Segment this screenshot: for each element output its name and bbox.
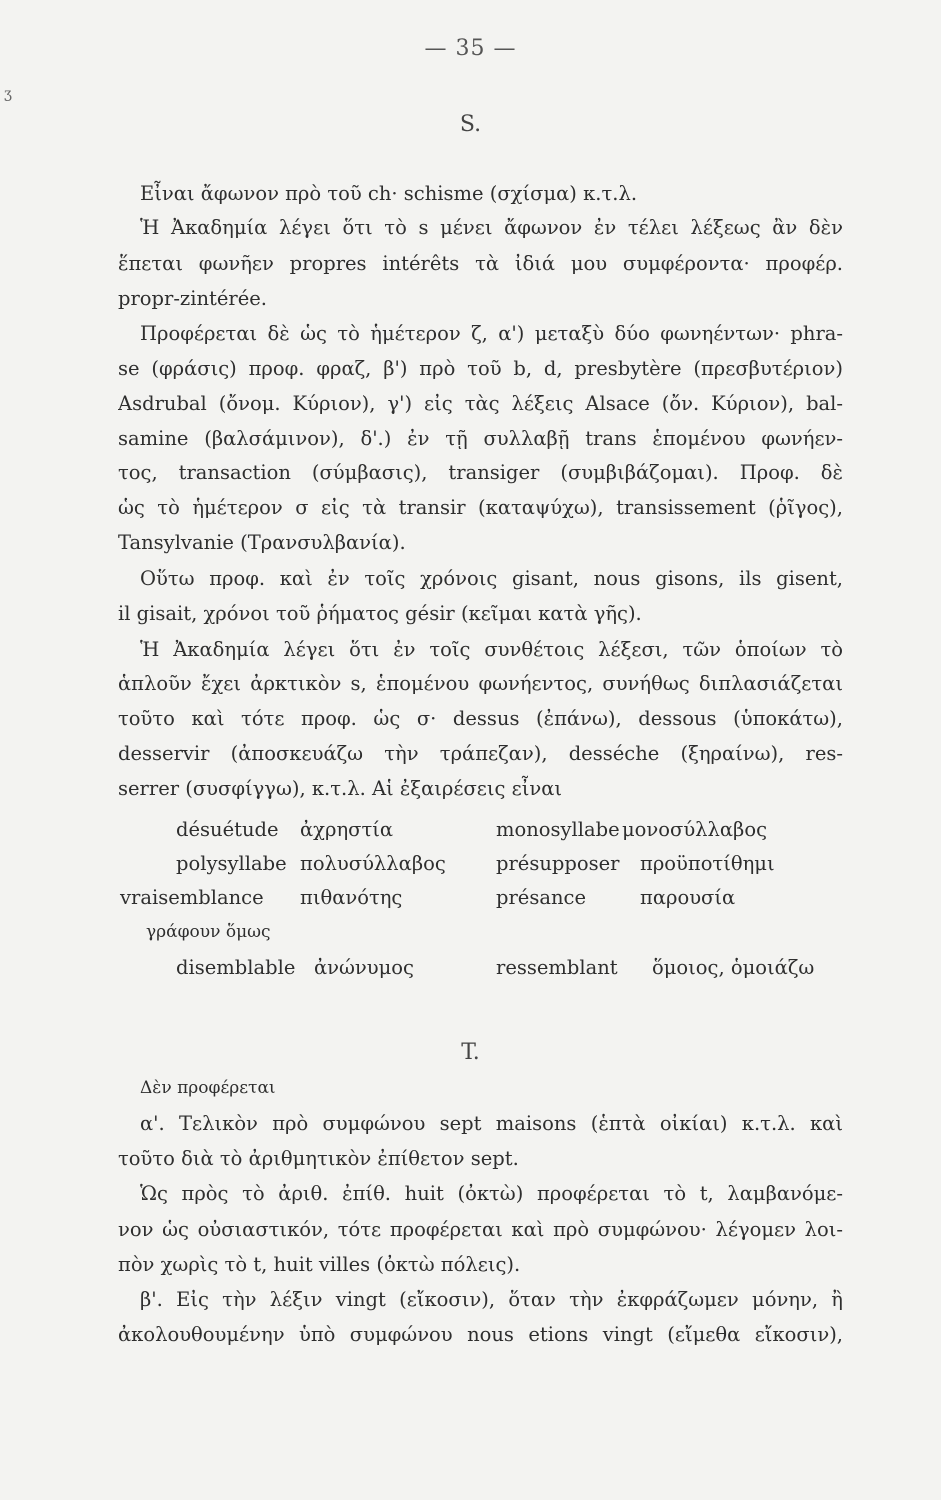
exception-french: ressemblant — [496, 956, 618, 979]
text-line: Προφέρεται δὲ ὡς τὸ ἡμέτερον ζ, α') μεταξὺ δύο φωνηέντων· phra- — [140, 322, 843, 345]
section-heading-s: S. — [459, 112, 482, 137]
exception-french: disemblable — [176, 956, 296, 979]
exception-greek: παρουσία — [640, 886, 736, 909]
exception-greek: ὅμοιος, ὁμοιάζω — [652, 956, 815, 979]
text-line: se (φράσις) προφ. φραζ, β') πρὸ τοῦ b, d, presbytère (πρεσβυτέριον) — [118, 357, 843, 380]
exception-greek: ἀχρηστία — [300, 818, 394, 841]
text-line: samine (βαλσάμινον), δ'.) ἐν τῇ συλλαβῇ trans ἑπομένου φωνήεν- — [118, 427, 843, 450]
exception-french: vraisemblance — [120, 886, 264, 909]
exception-french: monosyllabe — [496, 818, 620, 841]
section-heading-t: T. — [461, 1040, 480, 1065]
text-line: propr-zintérée. — [118, 287, 267, 310]
text-line: ἁπλοῦν ἔχει ἀρκτικὸν s, ἑπομένου φωνήεντος, συνήθως διπλασιάζεται — [118, 672, 843, 695]
text-line: serrer (συσφίγγω), κ.τ.λ. Αἱ ἐξαιρέσεις εἶναι — [118, 777, 563, 800]
page-number: — 35 — — [424, 36, 517, 61]
write-as-note: γράφουν ὅμως — [146, 922, 271, 942]
text-line: desservir (ἀποσκευάζω τὴν τράπεζαν), desséche (ξηραίνω), res- — [118, 742, 843, 765]
text-line: Ἡ Ἀκαδημία λέγει ὅτι ἐν τοῖς συνθέτοις λέξεσι, τῶν ὁποίων τὸ — [140, 638, 843, 661]
margin-mark: ʒ — [4, 86, 12, 102]
text-line: Ἡ Ἀκαδημία λέγει ὅτι τὸ s μένει ἄφωνον ἐν τέλει λέξεως ἂν δὲν — [140, 216, 843, 239]
text-line: Εἶναι ἄφωνον πρὸ τοῦ ch· schisme (σχίσμα) κ.τ.λ. — [140, 182, 638, 205]
text-line: νον ὡς οὐσιαστικόν, τότε προφέρεται καὶ πρὸ συμφώνου· λέγομεν λοι- — [118, 1218, 843, 1241]
text-line: ἀκολουθουμένην ὑπὸ συμφώνου nous etions vingt (εἴμεθα εἴκοσιν), — [118, 1323, 843, 1346]
exception-greek: ἀνώνυμος — [314, 956, 414, 979]
text-line: ὡς τὸ ἡμέτερον σ εἰς τὰ transir (καταψύχω), transissement (ῥῖγος), — [118, 496, 843, 519]
exception-french: présance — [496, 886, 586, 909]
text-line: Tansylvanie (Τρανσυλβανία). — [118, 531, 406, 554]
text-line: ἕπεται φωνῆεν propres intérêts τὰ ἰδιά μου συμφέροντα· προφέρ. — [118, 252, 843, 275]
text-line: τοῦτο καὶ τότε προφ. ὡς σ· dessus (ἐπάνω), dessous (ὑποκάτω), — [118, 707, 843, 730]
text-line: β'. Εἰς τὴν λέξιν vingt (εἴκοσιν), ὅταν τὴν ἐκφράζωμεν μόνην, ἢ — [140, 1288, 843, 1311]
text-line: Δὲν προφέρεται — [140, 1078, 276, 1098]
exception-french: polysyllabe — [176, 852, 287, 875]
exception-greek: πιθανότης — [300, 886, 403, 909]
exception-greek: μονοσύλλαβος — [622, 818, 767, 841]
text-line: Asdrubal (ὄνομ. Κύριον), γ') εἰς τὰς λέξεις Alsace (ὄν. Κύριον), bal- — [118, 392, 843, 415]
exception-greek: προϋποτίθημι — [640, 852, 775, 875]
exception-french: présupposer — [496, 852, 620, 875]
exception-french: désuétude — [176, 818, 279, 841]
text-line: τοῦτο διὰ τὸ ἀριθμητικὸν ἐπίθετον sept. — [118, 1147, 519, 1170]
text-line: α'. Τελικὸν πρὸ συμφώνου sept maisons (ἑπτὰ οἰκίαι) κ.τ.λ. καὶ — [140, 1112, 843, 1135]
text-line: τος, transaction (σύμβασις), transiger (συμβιβάζομαι). Προφ. δὲ — [118, 461, 843, 484]
text-line: il gisait, χρόνοι τοῦ ῥήματος gésir (κεῖμαι κατὰ γῆς). — [118, 602, 642, 625]
exception-greek: πολυσύλλαβος — [300, 852, 446, 875]
text-line: Ὡς πρὸς τὸ ἀριθ. ἐπίθ. huit (ὀκτὼ) προφέρεται τὸ t, λαμβανόμε- — [140, 1182, 843, 1205]
text-line: Οὕτω προφ. καὶ ἐν τοῖς χρόνοις gisant, nous gisons, ils gisent, — [140, 567, 843, 590]
text-line: πὸν χωρὶς τὸ t, huit villes (ὀκτὼ πόλεις). — [118, 1253, 521, 1276]
